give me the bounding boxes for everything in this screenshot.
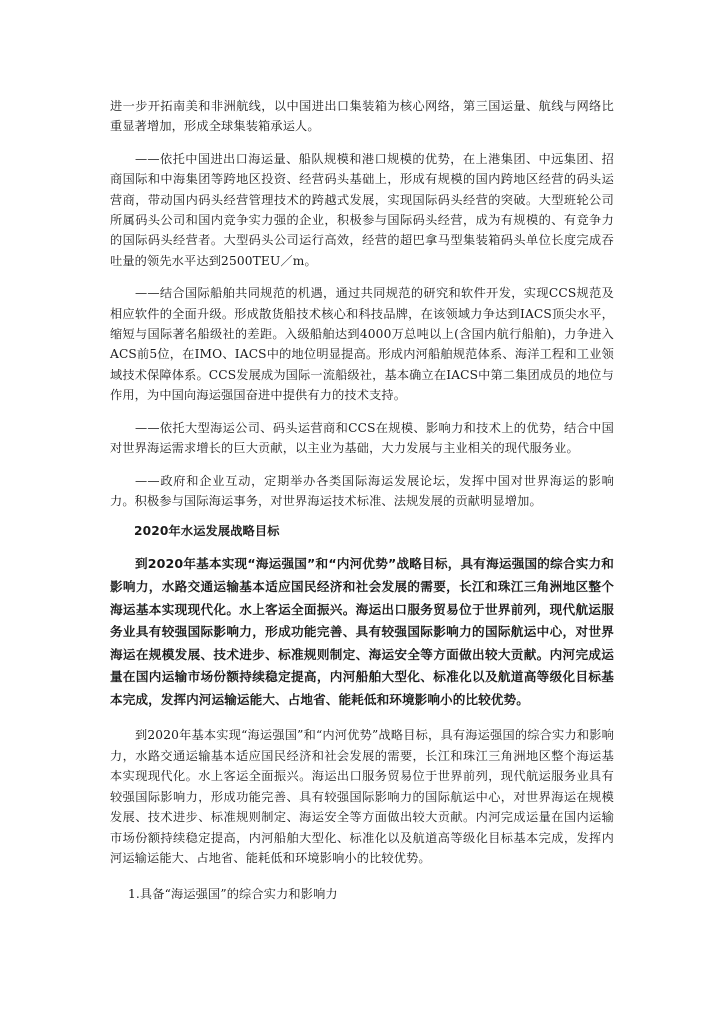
section-heading-2020-goals: 2020年水运发展战略目标 xyxy=(134,524,280,539)
paragraph-intro-continuation: 进一步开拓南美和非洲航线，以中国进出口集装箱为核心网络，第三国运量、航线与网络比重显著增加，形成全球集装箱承运人。 xyxy=(110,99,614,134)
paragraph-2020-goals-regular: 到2020年基本实现“海运强国”和“内河优势”战略目标，具有海运强国的综合实力和影响力，水路交通运输基本适应国民经济和社会发展的需要，长江和珠江三角洲地区整个海运基本实现现代化。水上客运全面振兴。海运出口服务贸易位于世界前列，现代航运服务业具有较强国际影响力，形成功能完善、具有较强国际影响力的国际航运中心，对世界海运在规模发展、技术进步、标准规则制定、海运安全等方面做出较大贡献。内河完成运量在国内运输市场份额持续稳定提高，内河船舶大型化、标准化以及航道高等级化目标基本完成，发挥内河运输运能大、占地省、能耗低和环境影响小的比较优势。 xyxy=(110,728,614,865)
text-column xyxy=(110,96,614,905)
paragraph-modern-services: ——依托大型海运公司、码头运营商和CCS在规模、影响力和技术上的优势，结合中国对世界海运需求增长的巨大贡献，以主业为基础，大力发展与主业相关的现代服务业。 xyxy=(110,420,614,456)
paragraph-ccs-rules: ——结合国际船舶共同规范的机遇，通过共同规范的研究和软件开发，实现CCS规范及相应软件的全面升级。形成散货船技术核心和科技品牌，在该领域力争达到IACS顶尖水平，缩短与国际著名船级社的差距。入级船舶达到4000万总吨以上(含国内航行船舶)，力争进入ACS前5位，在IMO、IACS中的地位明显提高。形成内河船舶规范体系、海洋工程和工业领域技术保障体系。CCS发展成为国际一流船级社，基本确立在IACS中第二集团成员的地位与作用，为中国向海运强国奋进中提供有力的技术支持。 xyxy=(110,286,614,403)
subheading-maritime-power: 1.具备“海运强国”的综合实力和影响力 xyxy=(128,887,338,902)
paragraph-2020-goals-bold: 到2020年基本实现“海运强国”和“内河优势”战略目标，具有海运强国的综合实力和影响力，水路交通运输基本适应国民经济和社会发展的需要，长江和珠江三角洲地区整个海运基本实现现代化。水上客运全面振兴。海运出口服务贸易位于世界前列，现代航运服务业具有较强国际影响力，形成功能完善、具有较强国际影响力的国际航运中心，对世界海运在规模发展、技术进步、标准规则制定、海运安全等方面做出较大贡献。内河完成运量在国内运输市场份额持续稳定提高，内河船舶大型化、标准化以及航道高等级化目标基本完成，发挥内河运输运能大、占地省、能耗低和环境影响小的比较优势。 xyxy=(110,556,614,707)
paragraph-port-operators: ——依托中国进出口海运量、船队规模和港口规模的优势，在上港集团、中远集团、招商国际和中海集团等跨地区投资、经营码头基础上，形成有规模的国内跨地区经营的码头运营商，带动国内码头经营管理技术的跨越式发展，实现国际码头经营的突破。大型班轮公司所属码头公司和国内竞争实力强的企业，积极参与国际码头经营，成为有规模的、有竞争力的国际码头经营者。大型码头公司运行高效，经营的超巴拿马型集装箱码头单位长度完成吞吐量的领先水平达到2500TEU／m。 xyxy=(110,151,614,268)
paragraph-government-enterprise: ——政府和企业互动，定期举办各类国际海运发展论坛，发挥中国对世界海运的影响力。积极参与国际海运事务，对世界海运技术标准、法规发展的贡献明显增加。 xyxy=(110,473,614,508)
